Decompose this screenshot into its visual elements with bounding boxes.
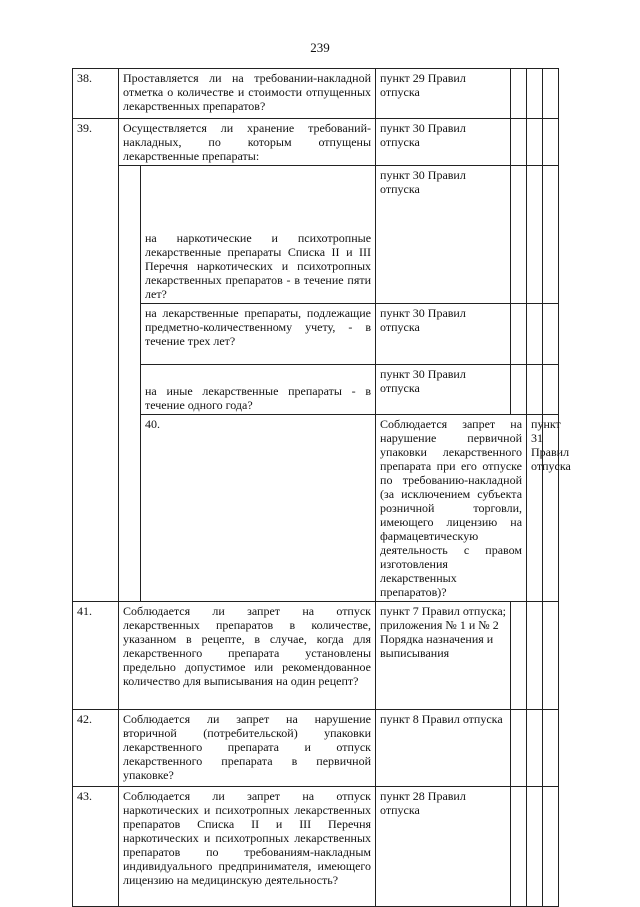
reference-text: пункт 30 Правил отпуска <box>376 119 511 166</box>
answer-cell <box>527 787 543 907</box>
sub-question-text: на наркотические и психотропные лекарственные препараты Списка II и III Перечня наркотических и психотропных лекарственных препаратов - в течение пяти лет? <box>141 166 376 304</box>
table-row <box>73 304 559 365</box>
answer-cell <box>527 365 543 415</box>
reference-text: пункт 30 Правил отпуска <box>376 166 511 304</box>
row-number: 40. <box>141 415 376 602</box>
table-row <box>73 166 559 304</box>
row-number: 41. <box>73 602 119 710</box>
question-text: Соблюдается запрет на нарушение первичной упаковки лекарственного препарата при его отпуске по требованию-накладной (за исключением субъекта розничной торговли, имеющего лицензию на фармацевтическую деятельность с правом изготовления лекарственных препаратов)? <box>376 415 527 602</box>
row-number: 38. <box>73 69 119 119</box>
page-number: 239 <box>310 40 330 55</box>
sub-question-text: на лекарственные препараты, подлежащие предметно-количественному учету, - в течение трех лет? <box>141 304 376 365</box>
answer-cell <box>511 787 527 907</box>
answer-cell <box>527 119 543 166</box>
answer-cell <box>543 415 559 602</box>
reference-text: пункт 30 Правил отпуска <box>376 304 511 365</box>
answer-cell <box>527 304 543 365</box>
answer-cell <box>511 119 527 166</box>
reference-text: пункт 31 Правил отпуска <box>527 415 543 602</box>
reference-text: пункт 7 Правил отпуска; приложения № 1 и № 2 Порядка назначения и выписывания <box>376 602 511 710</box>
answer-cell <box>543 119 559 166</box>
checklist-table <box>72 68 571 907</box>
answer-cell <box>543 69 559 119</box>
row-number: 39. <box>73 119 119 602</box>
question-text: Проставляется ли на требовании-накладной отметка о количестве и стоимости отпущенных лекарственных препаратов? <box>119 69 376 119</box>
reference-text: пункт 30 Правил отпуска <box>376 365 511 415</box>
answer-cell <box>511 710 527 787</box>
table-row <box>73 69 559 119</box>
answer-cell <box>543 710 559 787</box>
answer-cell <box>511 602 527 710</box>
table-row <box>73 602 559 710</box>
answer-cell <box>511 166 527 304</box>
answer-cell <box>527 166 543 304</box>
reference-text: пункт 8 Правил отпуска <box>376 710 511 787</box>
question-text: Соблюдается ли запрет на отпуск наркотических и психотропных лекарственных препаратов Списка II и III Перечня наркотических и психотропных лекарственных препаратов по требованиям-накладным индивидуального предпринимателя, имеющего лицензию на медицинскую деятельность? <box>119 787 376 907</box>
table-row <box>73 415 559 602</box>
question-text: Осуществляется ли хранение требований-накладных, по которым отпущены лекарственные препараты: <box>119 119 376 166</box>
answer-cell <box>511 69 527 119</box>
reference-text: пункт 28 Правил отпуска <box>376 787 511 907</box>
table-row <box>73 710 559 787</box>
answer-cell <box>511 365 527 415</box>
answer-cell <box>543 166 559 304</box>
row-number: 43. <box>73 787 119 907</box>
answer-cell <box>527 602 543 710</box>
table-row <box>73 365 559 415</box>
question-text: Соблюдается ли запрет на нарушение вторичной (потребительской) упаковки лекарственного препарата и отпуск лекарственного препарата в первичной упаковке? <box>119 710 376 787</box>
sub-question-text: на иные лекарственные препараты - в течение одного года? <box>141 365 376 415</box>
answer-cell <box>543 304 559 365</box>
answer-cell <box>527 69 543 119</box>
sub-indent-cell <box>119 166 141 602</box>
answer-cell <box>527 710 543 787</box>
answer-cell <box>511 304 527 365</box>
reference-text: пункт 29 Правил отпуска <box>376 69 511 119</box>
answer-cell <box>543 365 559 415</box>
answer-cell <box>543 602 559 710</box>
row-number: 42. <box>73 710 119 787</box>
table-row <box>73 119 559 166</box>
question-text: Соблюдается ли запрет на отпуск лекарственных препаратов в количестве, указанном в рецепте, в случае, когда для лекарственного препарата установлены предельно допустимое или рекомендованное количество для выписывания на один рецепт? <box>119 602 376 710</box>
table-row <box>73 787 559 907</box>
answer-cell <box>543 787 559 907</box>
